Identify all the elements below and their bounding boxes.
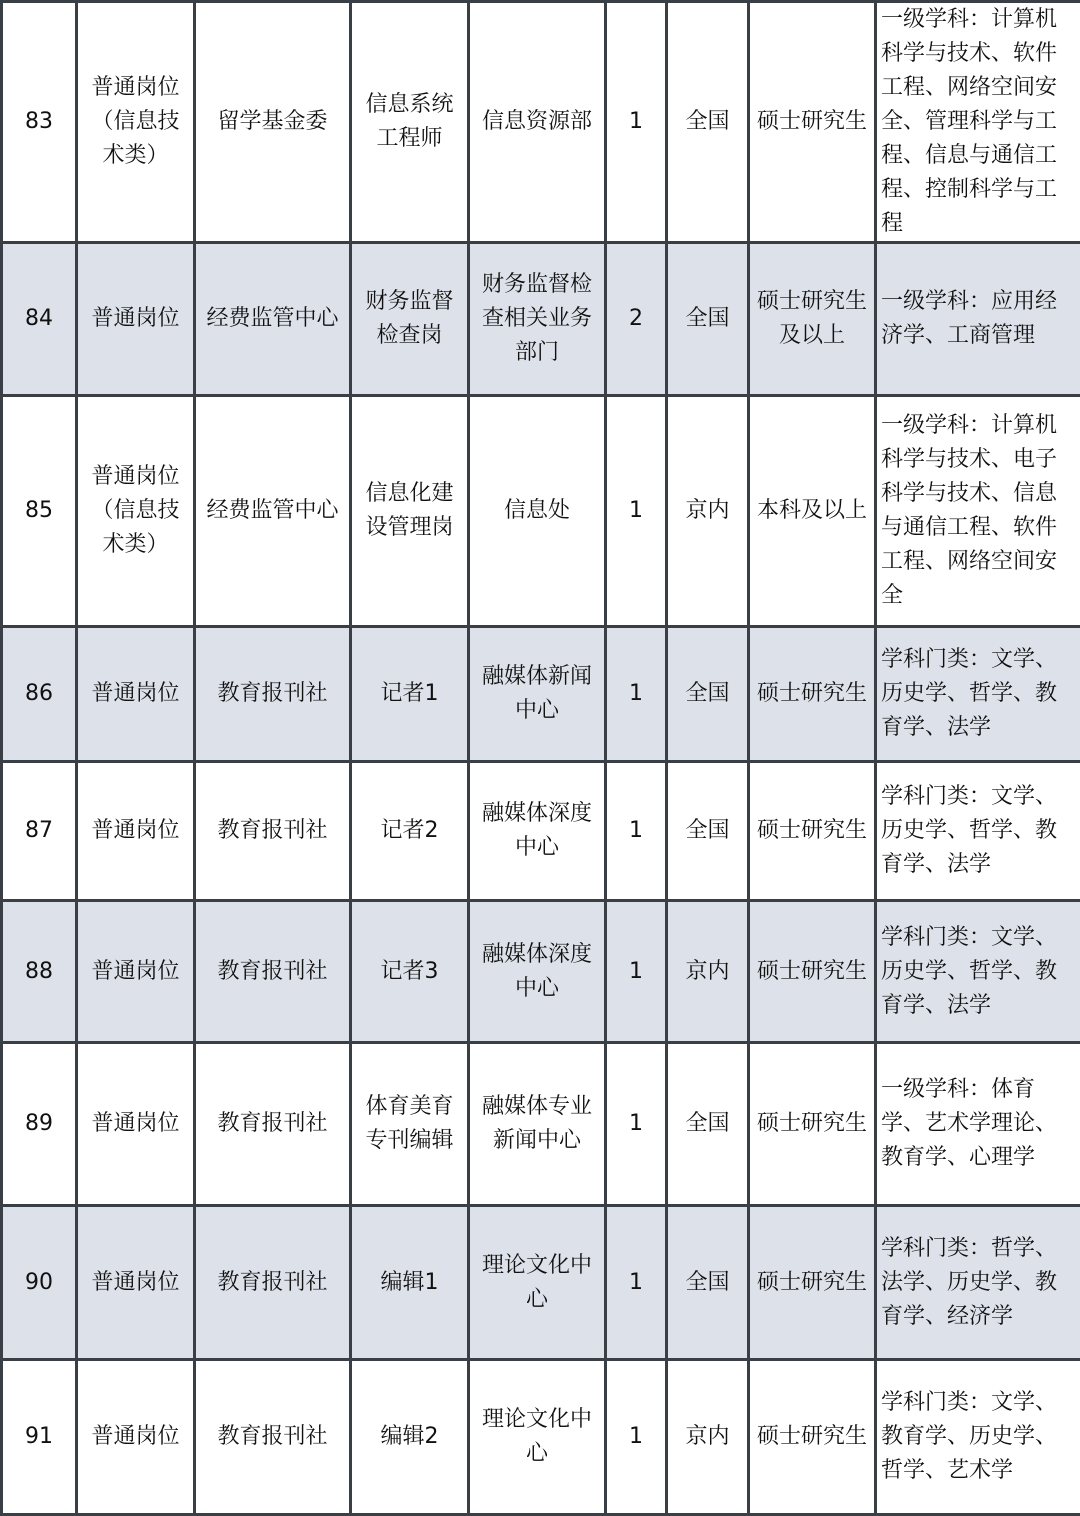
major-requirement-cell: 学科门类：哲学、法学、历史学、教育学、经济学 xyxy=(877,1207,1080,1361)
position-name-cell: 编辑2 xyxy=(352,1361,470,1516)
recruit-scope-cell: 全国 xyxy=(668,244,750,397)
row-number-cell: 91 xyxy=(3,1361,78,1516)
education-cell: 硕士研究生 xyxy=(750,1044,877,1207)
row-number-cell: 83 xyxy=(3,3,78,244)
row-number-cell: 89 xyxy=(3,1044,78,1207)
hiring-unit-cell: 教育报刊社 xyxy=(196,902,352,1044)
major-requirement-cell: 一级学科：计算机科学与技术、电子科学与技术、信息与通信工程、软件工程、网络空间安全 xyxy=(877,397,1080,628)
hiring-unit-cell: 教育报刊社 xyxy=(196,628,352,763)
recruit-scope-cell: 全国 xyxy=(668,628,750,763)
education-cell: 硕士研究生 xyxy=(750,902,877,1044)
department-cell: 信息处 xyxy=(470,397,607,628)
post-category-cell: 普通岗位 xyxy=(78,763,196,902)
headcount-cell: 1 xyxy=(607,3,668,244)
department-cell: 信息资源部 xyxy=(470,3,607,244)
position-name-cell: 财务监督检查岗 xyxy=(352,244,470,397)
department-cell: 融媒体深度中心 xyxy=(470,902,607,1044)
post-category-cell: 普通岗位 xyxy=(78,1207,196,1361)
headcount-cell: 1 xyxy=(607,397,668,628)
department-cell: 理论文化中心 xyxy=(470,1361,607,1516)
recruit-scope-cell: 京内 xyxy=(668,902,750,1044)
major-requirement-cell: 一级学科：计算机科学与技术、软件工程、网络空间安全、管理科学与工程、信息与通信工程、控制科学与工程 xyxy=(877,3,1080,244)
education-cell: 硕士研究生及以上 xyxy=(750,244,877,397)
education-cell: 硕士研究生 xyxy=(750,763,877,902)
major-requirement-cell: 一级学科：体育学、艺术学理论、教育学、心理学 xyxy=(877,1044,1080,1207)
table-row xyxy=(3,1207,1080,1361)
recruit-scope-cell: 京内 xyxy=(668,1361,750,1516)
major-requirement-cell: 学科门类：文学、历史学、哲学、教育学、法学 xyxy=(877,763,1080,902)
headcount-cell: 1 xyxy=(607,763,668,902)
major-requirement-cell: 学科门类：文学、历史学、哲学、教育学、法学 xyxy=(877,628,1080,763)
row-number-cell: 88 xyxy=(3,902,78,1044)
table-row xyxy=(3,1361,1080,1516)
headcount-cell: 1 xyxy=(607,1361,668,1516)
table-row xyxy=(3,1044,1080,1207)
table-row xyxy=(3,763,1080,902)
row-number-cell: 86 xyxy=(3,628,78,763)
row-number-cell: 84 xyxy=(3,244,78,397)
recruit-scope-cell: 全国 xyxy=(668,1207,750,1361)
table-row xyxy=(3,628,1080,763)
position-name-cell: 记者3 xyxy=(352,902,470,1044)
department-cell: 融媒体专业新闻中心 xyxy=(470,1044,607,1207)
position-name-cell: 信息系统工程师 xyxy=(352,3,470,244)
department-cell: 理论文化中心 xyxy=(470,1207,607,1361)
education-cell: 本科及以上 xyxy=(750,397,877,628)
post-category-cell: 普通岗位 xyxy=(78,628,196,763)
table-row xyxy=(3,902,1080,1044)
position-name-cell: 信息化建设管理岗 xyxy=(352,397,470,628)
position-name-cell: 记者2 xyxy=(352,763,470,902)
position-name-cell: 记者1 xyxy=(352,628,470,763)
major-requirement-cell: 学科门类：文学、历史学、哲学、教育学、法学 xyxy=(877,902,1080,1044)
department-cell: 融媒体深度中心 xyxy=(470,763,607,902)
headcount-cell: 1 xyxy=(607,902,668,1044)
recruit-scope-cell: 全国 xyxy=(668,3,750,244)
major-requirement-cell: 一级学科：应用经济学、工商管理 xyxy=(877,244,1080,397)
recruit-scope-cell: 京内 xyxy=(668,397,750,628)
department-cell: 财务监督检查相关业务部门 xyxy=(470,244,607,397)
post-category-cell: 普通岗位 xyxy=(78,1044,196,1207)
table-row xyxy=(3,397,1080,628)
headcount-cell: 1 xyxy=(607,628,668,763)
education-cell: 硕士研究生 xyxy=(750,628,877,763)
row-number-cell: 85 xyxy=(3,397,78,628)
post-category-cell: 普通岗位 xyxy=(78,902,196,1044)
post-category-cell: 普通岗位 xyxy=(78,244,196,397)
hiring-unit-cell: 教育报刊社 xyxy=(196,1361,352,1516)
table-row xyxy=(3,244,1080,397)
hiring-unit-cell: 经费监管中心 xyxy=(196,244,352,397)
post-category-cell: 普通岗位（信息技术类） xyxy=(78,3,196,244)
post-category-cell: 普通岗位 xyxy=(78,1361,196,1516)
hiring-unit-cell: 教育报刊社 xyxy=(196,1044,352,1207)
hiring-unit-cell: 教育报刊社 xyxy=(196,763,352,902)
headcount-cell: 1 xyxy=(607,1044,668,1207)
position-name-cell: 编辑1 xyxy=(352,1207,470,1361)
recruit-scope-cell: 全国 xyxy=(668,763,750,902)
hiring-unit-cell: 留学基金委 xyxy=(196,3,352,244)
post-category-cell: 普通岗位（信息技术类） xyxy=(78,397,196,628)
row-number-cell: 90 xyxy=(3,1207,78,1361)
position-name-cell: 体育美育专刊编辑 xyxy=(352,1044,470,1207)
recruit-scope-cell: 全国 xyxy=(668,1044,750,1207)
headcount-cell: 2 xyxy=(607,244,668,397)
hiring-unit-cell: 教育报刊社 xyxy=(196,1207,352,1361)
headcount-cell: 1 xyxy=(607,1207,668,1361)
education-cell: 硕士研究生 xyxy=(750,3,877,244)
hiring-unit-cell: 经费监管中心 xyxy=(196,397,352,628)
education-cell: 硕士研究生 xyxy=(750,1207,877,1361)
major-requirement-cell: 学科门类：文学、教育学、历史学、哲学、艺术学 xyxy=(877,1361,1080,1516)
department-cell: 融媒体新闻中心 xyxy=(470,628,607,763)
table-row xyxy=(3,3,1080,244)
education-cell: 硕士研究生 xyxy=(750,1361,877,1516)
row-number-cell: 87 xyxy=(3,763,78,902)
